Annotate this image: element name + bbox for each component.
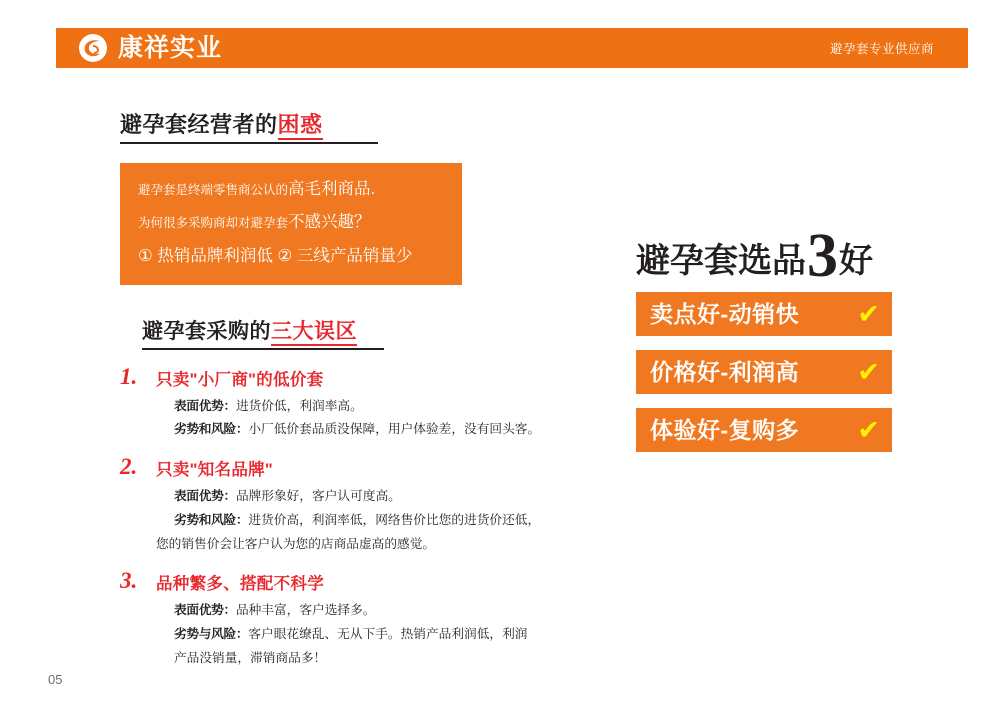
mistake-number: 1.: [120, 363, 138, 389]
mistake-heading: 品种繁多、搭配不科学: [156, 575, 324, 594]
highlight-box: [120, 163, 462, 285]
benefit-bar-text: 卖点好-动销快: [650, 300, 800, 327]
title-mistakes-prefix: 避孕套采购的: [142, 319, 271, 343]
mistake-detail-text: 客户眼花缭乱、无从下手。热销产品利润低，利润: [248, 626, 528, 641]
title-confusion-accent: 困惑: [278, 112, 323, 140]
benefit-bar-text: 价格好-利润高: [650, 358, 800, 385]
company-logo-text: 康祥实业: [118, 33, 223, 62]
mistake-detail-text: 品牌形象好，客户认可度高。: [235, 489, 401, 504]
highlight-line-3: ① 热销品牌利润低 ② 三线产品销量少: [138, 246, 413, 265]
selection-title-prefix: 避孕套选品: [636, 242, 806, 280]
title-mistakes-accent: 三大误区: [271, 320, 357, 346]
page-header: [56, 28, 968, 68]
mistake-detail-line: [174, 420, 590, 440]
mistake-detail-line: [174, 625, 590, 645]
mistake-number: 2.: [120, 454, 138, 480]
mistake-detail-label: 劣势和风险：: [174, 512, 249, 527]
mistake-detail-line: [174, 487, 590, 507]
title-mistakes-underline: [142, 348, 384, 350]
mistake-detail-label: 表面优势：: [174, 603, 236, 618]
mistake-detail-line: [174, 649, 590, 669]
mistake-detail-text: 产品没销量，滞销商品多！: [174, 650, 327, 665]
mistake-detail-text: 小厂低价套品质没保障，用户体验差，没有回头客。: [248, 422, 541, 437]
benefit-bar-text: 体验好-复购多: [650, 416, 800, 443]
header-tagline: 避孕套专业供应商: [829, 42, 934, 56]
mistake-detail-line: [174, 511, 590, 531]
benefit-bar: [636, 408, 892, 452]
mistake-detail-label: 表面优势：: [174, 489, 236, 504]
selection-title-number: 3: [807, 222, 838, 290]
left-content-column: [120, 108, 590, 668]
benefit-bar: [636, 292, 892, 336]
selection-title: [636, 222, 936, 290]
highlight-line-1-big: 高毛利商品.: [288, 180, 376, 198]
highlight-line-2-big: 不感兴趣？: [288, 213, 371, 232]
mistake-item: [120, 363, 590, 440]
mistake-detail-text: 进货价高，利润率低，网络售价比您的进货价还低，: [248, 512, 541, 527]
highlight-line-2: [138, 213, 444, 232]
selection-title-suffix: 好: [839, 242, 873, 280]
highlight-line-1-small: 避孕套是终端零售商公认的: [138, 183, 289, 197]
mistake-detail-text: 您的销售价会让客户认为您的店商品虚高的感觉。: [156, 536, 436, 551]
spiral-leaf-icon: [78, 33, 108, 63]
mistake-item: [120, 570, 590, 668]
mistake-detail-label: 劣势和风险：: [174, 422, 249, 437]
mistake-detail-label: 表面优势：: [174, 398, 236, 413]
highlight-line-2-small: 为何很多采购商却对避孕套: [138, 216, 289, 231]
mistake-heading: 只卖"小厂商"的低价套: [156, 370, 324, 389]
mistake-number: 3.: [120, 568, 138, 594]
section-title-confusion: [120, 108, 590, 144]
mistake-heading: 只卖"知名品牌": [156, 461, 274, 480]
check-icon: ✔: [857, 414, 880, 445]
mistake-item: [120, 456, 590, 554]
mistake-detail-line: [156, 535, 590, 555]
mistake-detail-line: [174, 397, 590, 417]
title-confusion-underline: [120, 142, 378, 144]
title-confusion-prefix: 避孕套经营者的: [120, 112, 278, 137]
section-title-mistakes: [142, 315, 384, 350]
mistake-detail-label: 劣势与风险：: [174, 626, 249, 641]
page-number: 05: [48, 672, 63, 687]
check-icon: ✔: [857, 356, 880, 387]
check-icon: ✔: [857, 298, 880, 329]
mistake-detail-line: [174, 601, 590, 621]
benefit-bar: [636, 350, 892, 394]
mistake-detail-text: 品种丰富，客户选择多。: [235, 603, 376, 618]
mistake-detail-text: 进货价低，利润率高。: [235, 398, 363, 413]
right-content-column: [636, 222, 936, 452]
highlight-line-1: [138, 180, 444, 199]
